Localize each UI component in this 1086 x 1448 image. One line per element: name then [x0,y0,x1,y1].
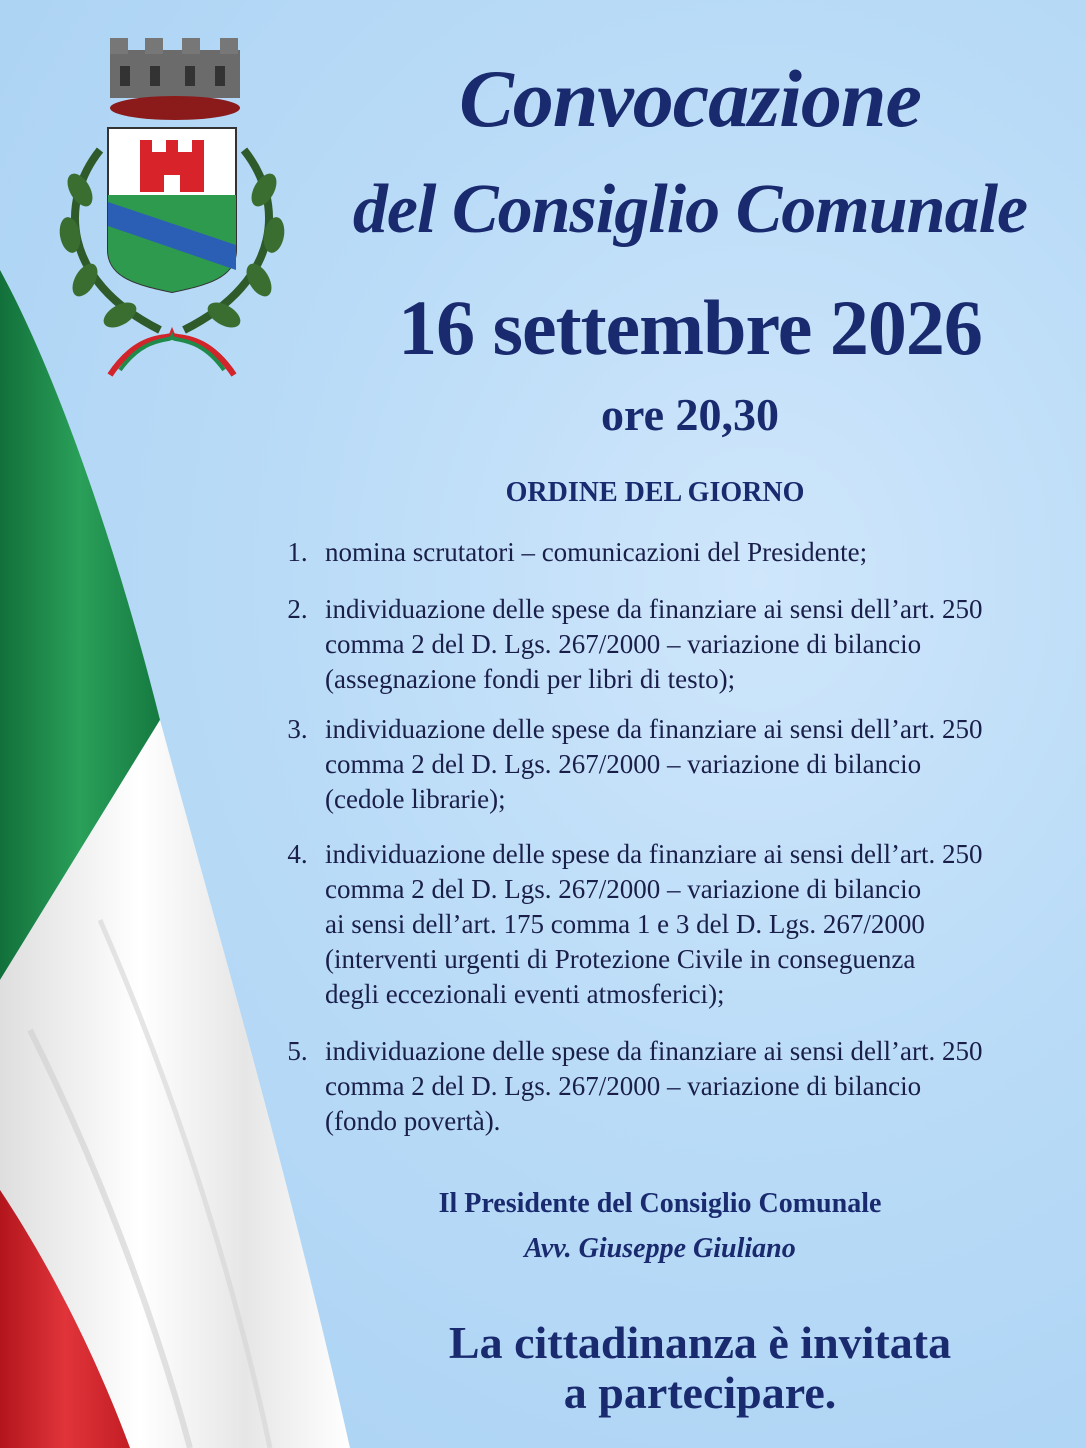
agenda-heading: ORDINE DEL GIORNO [505,477,805,508]
agenda-item-number: 3. [287,714,308,744]
agenda-item-text: individuazione delle spese da finanziare ai sensi dell’art. 250 comma 2 del D. Lgs. 267/2000 – variazione di bilancio ai sensi dell’art. 175 comma 1 e 3 del D. Lgs. 267/2000 (interventi urgenti di Protezione Civile in conseguenza degli eccezionali eventi atmosferici); [325,839,983,1009]
agenda-item-text: nomina scrutatori – comunicazioni del Presidente; [325,537,868,567]
agenda-item-number: 4. [287,839,308,869]
meeting-date: 16 settembre 2026 [398,284,982,371]
agenda-item-number: 1. [287,537,308,567]
agenda-item [270,837,1040,1012]
agenda-list [270,535,1040,1139]
title-line1: Convocazione [459,53,921,144]
agenda-item-text: individuazione delle spese da finanziare ai sensi dell’art. 250 comma 2 del D. Lgs. 267/2000 – variazione di bilancio (fondo povertà). [325,1036,983,1136]
agenda-item-number: 5. [287,1036,308,1066]
meeting-time: ore 20,30 [600,389,779,440]
municipal-coat-of-arms [40,30,302,390]
agenda-item-text: individuazione delle spese da finanziare ai sensi dell’art. 250 comma 2 del D. Lgs. 267/2000 – variazione di bilancio (cedole librarie); [325,714,983,814]
agenda-item [270,1034,1040,1139]
agenda-item-text: individuazione delle spese da finanziare ai sensi dell’art. 250 comma 2 del D. Lgs. 267/2000 – variazione di bilancio (assegnazione fondi per libri di testo); [325,594,983,694]
agenda-item-number: 2. [287,594,308,624]
title-line2: del Consiglio Comunale [352,171,1028,248]
invitation-text: La cittadinanza è invitata a partecipare. [448,1317,952,1418]
agenda-item [270,592,1040,697]
agenda-item [270,712,1040,817]
agenda-item [270,535,1040,570]
signature-role: Il Presidente del Consiglio Comunale [438,1188,882,1219]
signature-name: Avv. Giuseppe Giuliano [524,1233,796,1264]
